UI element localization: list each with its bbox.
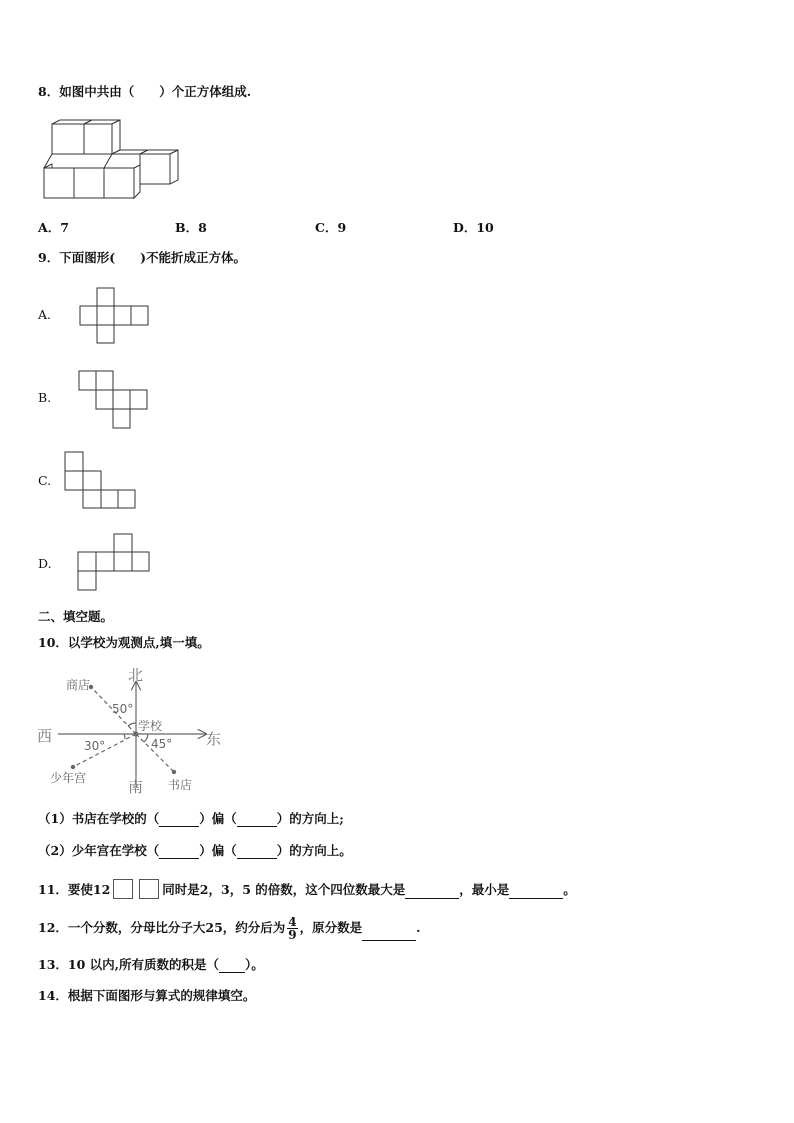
- label-bookstore: 书店: [168, 778, 193, 792]
- q11-blank-min[interactable]: [509, 886, 563, 899]
- q10-sub2-blank-1[interactable]: [159, 846, 199, 859]
- compass-south: 南: [128, 778, 144, 796]
- q8-option-c: C．9: [315, 220, 347, 235]
- net-d-figure: [78, 533, 152, 593]
- q11-digit-box-2[interactable]: [139, 879, 159, 899]
- q10-text: 10．以学校为观测点,填一填。: [38, 635, 210, 650]
- q11-digit-box-1[interactable]: [113, 879, 133, 899]
- q13-blank[interactable]: [219, 960, 245, 973]
- q9-text: 9．下面图形( )不能折成正方体。: [38, 250, 247, 265]
- net-a-figure: [80, 287, 152, 345]
- label-shop: 商店: [66, 678, 91, 692]
- q14-text: 14．根据下面图形与算式的规律填空。: [38, 988, 256, 1003]
- compass-north: 北: [128, 666, 144, 684]
- cube-stack-figure: [40, 120, 185, 200]
- q9-label-b: B.: [38, 390, 52, 405]
- label-youth-palace: 少年宫: [50, 771, 87, 785]
- q11-blank-max[interactable]: [405, 886, 459, 899]
- q13-text: 13．10 以内,所有质数的积是（ ）。: [38, 957, 264, 972]
- compass-west: 西: [37, 727, 53, 745]
- q8-option-b: B．8: [175, 220, 207, 235]
- angle-shop: 50°: [112, 702, 134, 716]
- q10-sub1: （1）书店在学校的（ ）偏（ ）的方向上;: [38, 811, 344, 826]
- q10-sub2: （2）少年宫在学校（ ）偏（ ）的方向上。: [38, 843, 352, 858]
- label-school: 学校: [138, 719, 163, 733]
- angle-youth: 30°: [84, 739, 106, 753]
- q8-option-d: D．10: [453, 220, 494, 235]
- q9-label-d: D.: [38, 556, 52, 571]
- q10-sub1-blank-2[interactable]: [237, 814, 277, 827]
- q8-option-a: A．7: [38, 220, 69, 235]
- q10-sub1-blank-1[interactable]: [159, 814, 199, 827]
- compass-east: 东: [206, 730, 222, 748]
- net-b-figure: [79, 370, 151, 430]
- section-title: 二、填空题。: [38, 609, 114, 624]
- q11-text: 11．要使12 同时是2，3，5 的倍数，这个四位数最大是 ，最小是 。: [38, 879, 576, 899]
- angle-book: 45°: [151, 737, 173, 751]
- q9-label-c: C.: [38, 473, 52, 488]
- q12-blank[interactable]: [362, 928, 416, 941]
- compass-diagram: [36, 662, 226, 797]
- net-c-figure: [64, 451, 138, 511]
- q12-text: 12．一个分数，分母比分子大25，约分后为 $\frac{4}{9}$ ，原分数是 .: [38, 915, 421, 942]
- q12-fraction: $\frac{4}{9}$: [288, 915, 297, 942]
- q8-text: 8．如图中共由（ ）个正方体组成.: [38, 84, 252, 99]
- q10-sub2-blank-2[interactable]: [237, 846, 277, 859]
- q9-label-a: A.: [38, 307, 52, 322]
